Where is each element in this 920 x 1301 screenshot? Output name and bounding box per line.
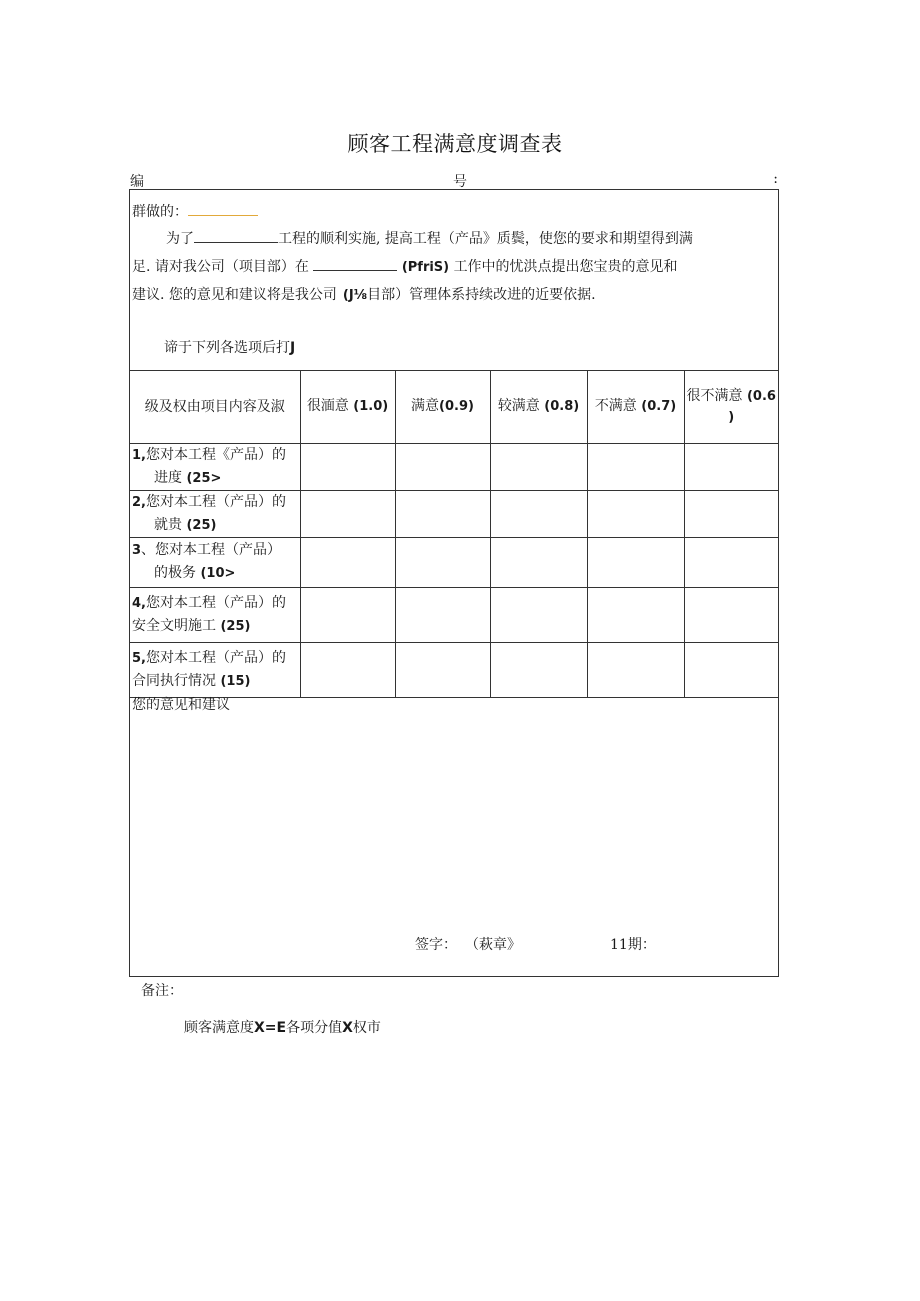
date-label: 11期： [610, 937, 656, 953]
header-col-5-score: (0.6 [746, 388, 776, 404]
table-row [130, 642, 778, 697]
item-2-number: 2, [132, 494, 146, 510]
header-very-satisfied [300, 371, 395, 443]
item-4-line1: 您对本工程（产品）的 [145, 594, 286, 611]
comments-area[interactable] [130, 690, 778, 976]
rating-cell[interactable] [395, 537, 490, 587]
rating-cell[interactable] [395, 490, 490, 537]
item-service [130, 537, 300, 587]
rating-cell[interactable] [587, 490, 684, 537]
customer-name-blank[interactable] [188, 215, 258, 216]
intro-line-2 [132, 256, 678, 276]
header-col-1-text: 很湎意 [306, 398, 349, 415]
rating-cell[interactable] [300, 642, 395, 697]
intro-line3-b: (J⅛ [342, 288, 368, 303]
rating-cell[interactable] [300, 490, 395, 537]
item-4-line2 [132, 615, 300, 638]
comments-label: 您的意见和建议 [132, 697, 230, 713]
rating-table [130, 371, 778, 698]
serial-label-right: 号 [453, 174, 467, 190]
item-2-line1: 您对本工程（产品）的 [145, 493, 286, 510]
rating-cell[interactable] [490, 490, 587, 537]
item-1-weight: (25> [186, 470, 222, 486]
header-fairly-satisfied [490, 371, 587, 443]
salutation-line [132, 201, 258, 221]
intro-line-1 [166, 228, 693, 248]
intro-line-3 [132, 284, 596, 304]
instruction-checkmark: J [290, 340, 296, 356]
serial-number-row [130, 171, 778, 189]
formula-part-a: 顾客满意度 [184, 1020, 254, 1036]
item-3-weight: (10> [200, 566, 236, 581]
table-row [130, 490, 778, 537]
remark-label: 备注： [141, 983, 183, 999]
header-satisfied [395, 371, 490, 443]
serial-colon: : [773, 171, 778, 187]
item-3-line2 [132, 562, 300, 585]
item-2-name: 就贵 [154, 516, 182, 533]
table-row [130, 537, 778, 587]
header-col-1-score: (1.0) [353, 399, 389, 415]
item-contract [130, 642, 300, 697]
item-1-line2 [132, 467, 300, 490]
header-col-3-text: 较满意 [497, 398, 540, 415]
rating-cell[interactable] [587, 642, 684, 697]
rating-cell[interactable] [300, 443, 395, 490]
item-quality [130, 490, 300, 537]
header-col-3-score: (0.8) [544, 399, 580, 415]
header-col-5-tail: ) [728, 409, 735, 425]
rating-cell[interactable] [395, 642, 490, 697]
table-header-row [130, 371, 778, 443]
rating-cell[interactable] [490, 537, 587, 587]
header-dissatisfied [587, 371, 684, 443]
header-col-4-score: (0.7) [641, 399, 677, 415]
rating-cell[interactable] [587, 587, 684, 642]
item-5-weight: (15) [220, 673, 251, 689]
intro-line3-c: 目部）管理体系持续改进的近要依据. [367, 287, 596, 303]
instruction-line [164, 337, 295, 357]
item-4-name: 安全文明施工 [132, 617, 216, 634]
page-title: 顾客工程满意度调查表 [347, 132, 563, 156]
survey-form [129, 189, 779, 977]
rating-cell[interactable] [684, 443, 778, 490]
intro-line2-b: (PfriS) [401, 260, 450, 275]
item-2-line2 [132, 514, 300, 537]
rating-cell[interactable] [300, 537, 395, 587]
serial-label-left: 编 [130, 174, 144, 190]
formula-part-c: 各项分值 [286, 1020, 343, 1036]
item-3-name: 的极务 [154, 565, 196, 581]
rating-cell[interactable] [684, 537, 778, 587]
item-1-line1: 您对本工程《产品）的 [145, 446, 286, 463]
header-very-dissatisfied [684, 371, 778, 443]
item-2-weight: (25) [186, 517, 217, 533]
item-safety [130, 587, 300, 642]
header-col-5-text: 很不满意 [686, 387, 743, 404]
intro-line1-b: 工程的顺利实施, 提高工程（产品》质鬓，使您的要求和期望得到满 [278, 231, 693, 247]
item-1-name: 进度 [154, 469, 182, 486]
salutation: 群做的： [132, 204, 188, 220]
rating-cell[interactable] [684, 587, 778, 642]
item-5-name: 合同执行情况 [132, 672, 216, 689]
header-item-column: 级及权由项目内容及淑 [130, 371, 300, 443]
header-col-2-text: 满意 [411, 398, 440, 415]
item-4-weight: (25) [220, 618, 251, 634]
rating-cell[interactable] [587, 537, 684, 587]
rating-cell[interactable] [684, 642, 778, 697]
signature-label: 签字： [415, 937, 457, 953]
item-1-number: 1, [132, 447, 146, 463]
satisfaction-formula [184, 1017, 381, 1037]
rating-cell[interactable] [490, 642, 587, 697]
intro-line1-a: 为了 [166, 231, 194, 247]
intro-line2-c: 工作中的忧洪点提出您宝贵的意见和 [453, 259, 678, 275]
intro-line3-a: 建议. 您的意见和建议将是我公司 [132, 287, 337, 303]
item-3-number: 3 [132, 543, 142, 558]
table-row [130, 587, 778, 642]
intro-line2-a: 足. 请对我公司（项目部）在 [132, 259, 309, 275]
rating-cell[interactable] [395, 443, 490, 490]
rating-cell[interactable] [300, 587, 395, 642]
department-blank[interactable] [313, 270, 397, 271]
rating-cell[interactable] [395, 587, 490, 642]
rating-cell[interactable] [587, 443, 684, 490]
rating-cell[interactable] [490, 587, 587, 642]
project-name-blank[interactable] [194, 242, 278, 243]
formula-part-d: X [342, 1020, 353, 1036]
formula-part-b: X=E [254, 1020, 287, 1036]
header-col-2-score: (0.9) [439, 399, 474, 415]
seal-label: （萩章》 [465, 937, 521, 953]
item-progress [130, 443, 300, 490]
item-5-number: 5, [132, 650, 146, 666]
rating-cell[interactable] [684, 490, 778, 537]
table-row [130, 443, 778, 490]
item-4-number: 4, [132, 595, 146, 611]
rating-cell[interactable] [490, 443, 587, 490]
instruction-text: 谛于下列各选项后打 [164, 340, 290, 356]
formula-part-e: 权市 [352, 1020, 381, 1036]
header-col-4-text: 不满意 [594, 398, 637, 415]
intro-section [130, 190, 778, 371]
item-3-line1: 、您对本工程（产品） [141, 542, 282, 558]
item-5-line1: 您对本工程（产品）的 [145, 649, 286, 666]
